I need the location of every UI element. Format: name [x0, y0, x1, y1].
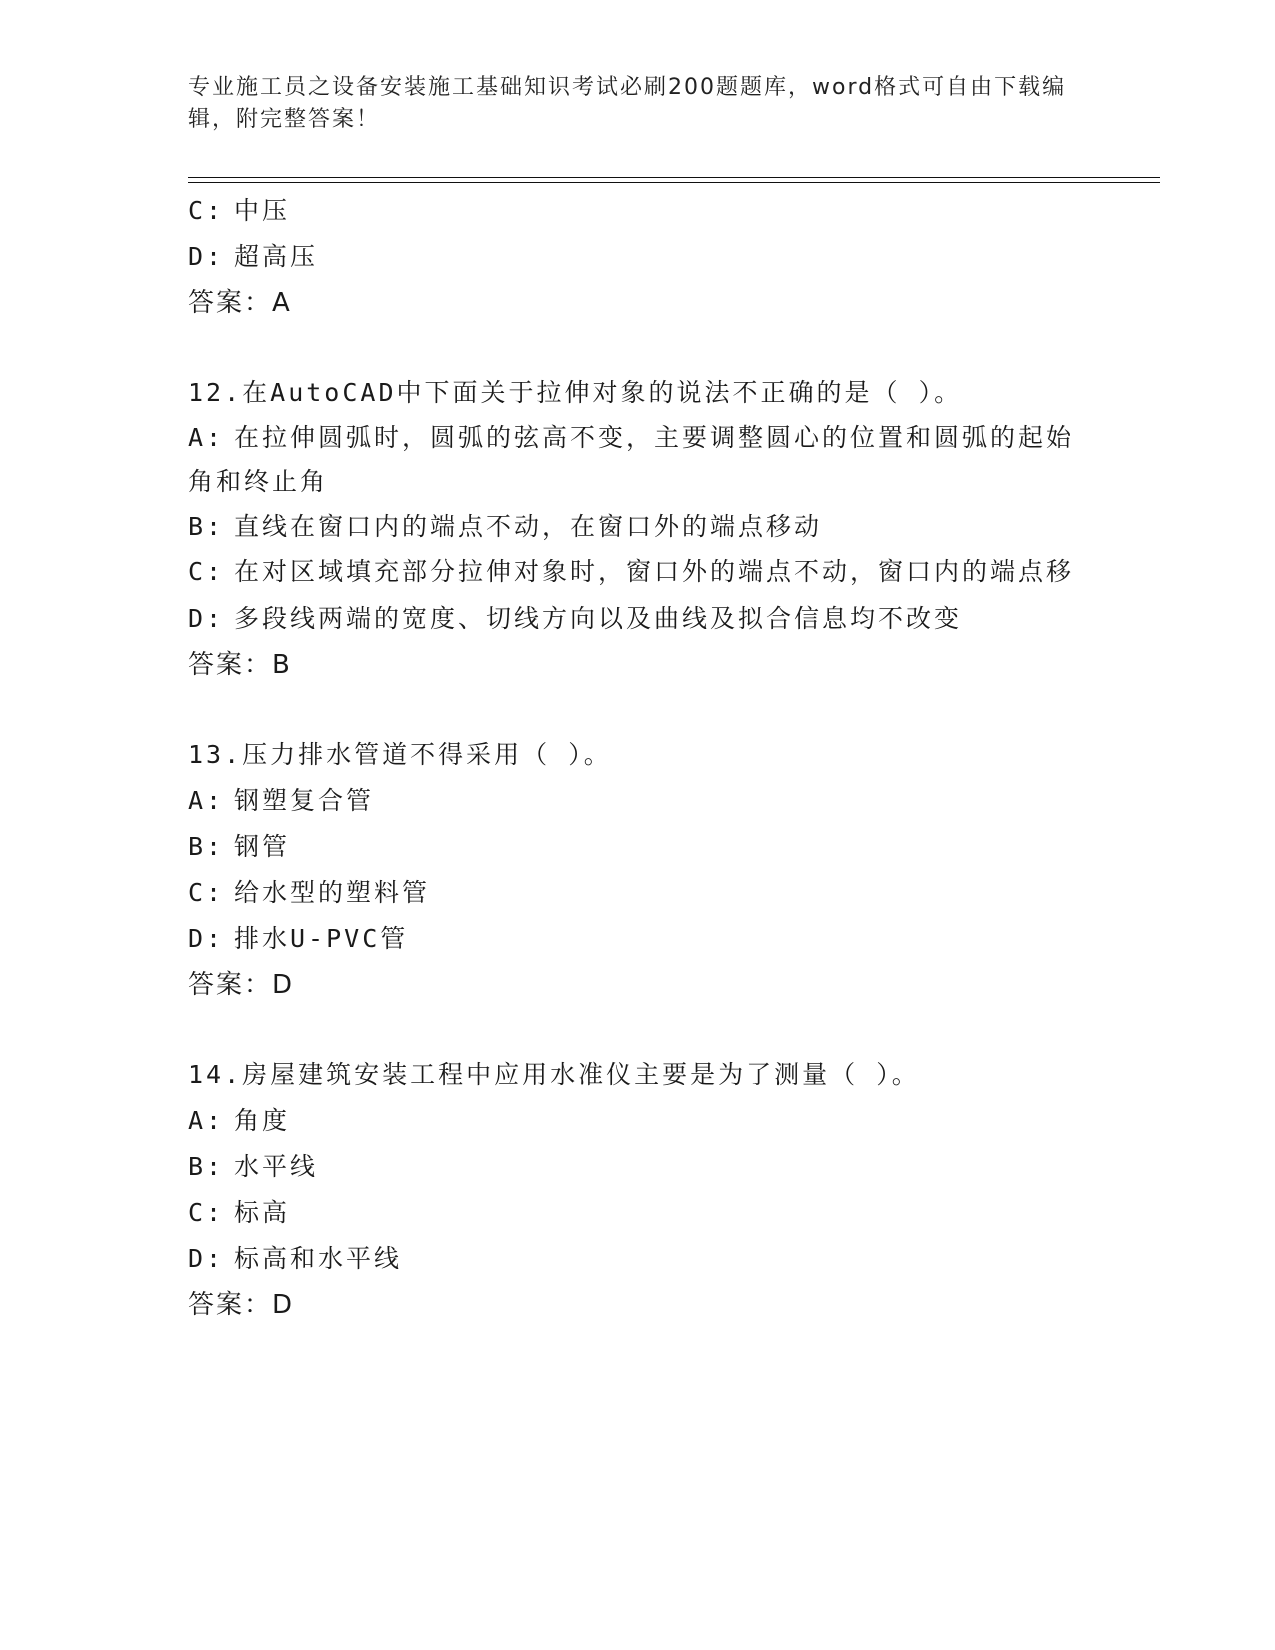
question-block-11	[188, 188, 1088, 326]
option-label: D:	[188, 242, 225, 271]
option-label: C:	[188, 557, 225, 586]
question-content	[188, 188, 1088, 1328]
question-block-13	[188, 732, 1088, 1008]
answer-line: 答案：A	[188, 288, 292, 318]
option-label: A:	[188, 423, 225, 452]
option-text: 在拉伸圆弧时，圆弧的弦高不变，主要调整圆心的位置和圆弧的起始角和终止角	[188, 423, 1075, 496]
option-text: 中压	[234, 196, 291, 225]
option-b	[188, 824, 1088, 870]
option-b	[188, 1144, 1088, 1190]
option-c	[188, 870, 1088, 916]
option-c	[188, 188, 1088, 234]
answer-line: 答案：D	[188, 970, 295, 1000]
option-label: B:	[188, 512, 225, 541]
option-c	[188, 550, 1088, 596]
option-d	[188, 596, 1088, 642]
question-stem: 13.压力排水管道不得采用（ ）。	[188, 740, 612, 769]
option-a	[188, 416, 1088, 504]
option-label: D:	[188, 1244, 225, 1273]
answer-line: 答案：B	[188, 650, 292, 680]
option-text: 直线在窗口内的端点不动，在窗口外的端点移动	[234, 512, 823, 541]
option-label: C:	[188, 1198, 225, 1227]
option-text: 钢管	[234, 832, 291, 861]
option-text: 水平线	[234, 1152, 319, 1181]
option-text: 给水型的塑料管	[234, 878, 431, 907]
option-text: 超高压	[234, 242, 319, 271]
option-a	[188, 1098, 1088, 1144]
option-label: C:	[188, 878, 225, 907]
answer-line: 答案：D	[188, 1290, 295, 1320]
option-text: 角度	[234, 1106, 291, 1135]
option-text: 排水U-PVC管	[234, 924, 409, 953]
option-d	[188, 234, 1088, 280]
option-label: C:	[188, 196, 225, 225]
option-text: 标高	[234, 1198, 291, 1227]
option-a	[188, 778, 1088, 824]
option-label: D:	[188, 924, 225, 953]
option-text: 标高和水平线	[234, 1244, 403, 1273]
option-text: 多段线两端的宽度、切线方向以及曲线及拟合信息均不改变	[234, 604, 963, 633]
header-divider-top	[188, 177, 1160, 178]
option-d	[188, 916, 1088, 962]
header-divider-bottom	[188, 182, 1160, 183]
option-label: D:	[188, 604, 225, 633]
option-label: B:	[188, 832, 225, 861]
question-block-12	[188, 370, 1088, 688]
option-text: 钢塑复合管	[234, 786, 375, 815]
question-block-14	[188, 1052, 1088, 1328]
option-text: 在对区域填充部分拉伸对象时，窗口外的端点不动，窗口内的端点移	[234, 557, 1075, 586]
option-label: A:	[188, 786, 225, 815]
question-stem: 12.在AutoCAD中下面关于拉伸对象的说法不正确的是（ ）。	[188, 378, 963, 407]
option-b	[188, 504, 1088, 550]
option-label: B:	[188, 1152, 225, 1181]
document-header: 专业施工员之设备安装施工基础知识考试必刷200题题库，word格式可自由下载编辑，附完整答案！	[188, 75, 1067, 132]
option-c	[188, 1190, 1088, 1236]
option-d	[188, 1236, 1088, 1282]
question-stem: 14.房屋建筑安装工程中应用水准仪主要是为了测量（ ）。	[188, 1060, 920, 1089]
option-label: A:	[188, 1106, 225, 1135]
